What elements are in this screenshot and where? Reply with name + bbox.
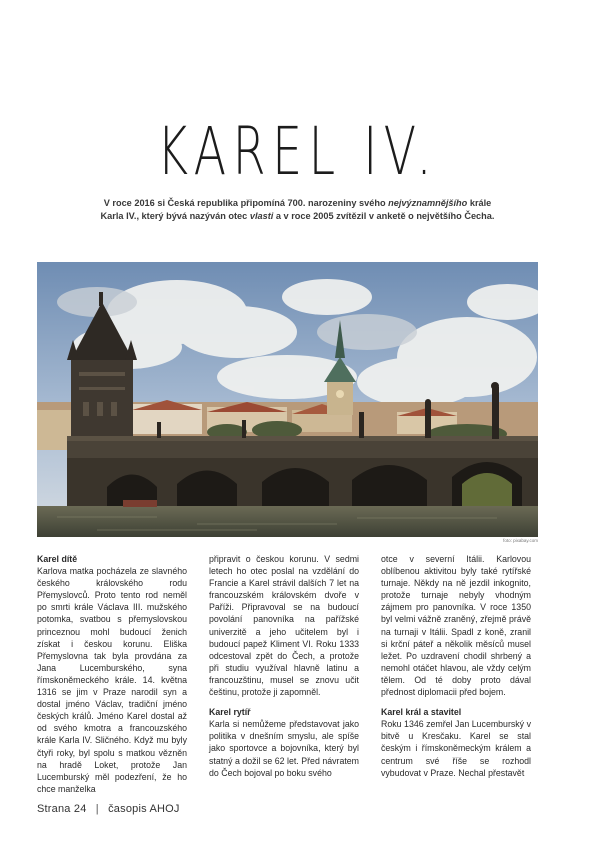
footer-separator: | (95, 803, 99, 815)
page-footer (37, 803, 180, 815)
column-text: Roku 1346 zemřel Jan Lucemburský v bitvě u Kresčaku. Karel se stal českým i římskoněmeckým králem a centrum své říše se rozhodl vybudovat v Praze. Nechal přestavět (381, 719, 531, 778)
column-text: Karla si nemůžeme představovat jako politika v dnešním smyslu, ale spíše jako sportovce a bojovníka, který byl statný a dožil se 62 let. Před návratem do Čech bojoval po boku svého (209, 719, 359, 778)
article-title: KAREL IV. (156, 113, 439, 190)
page-label: Strana (37, 803, 71, 815)
column-text: otce v severní Itálii. Karlovou oblíbenou aktivitou byly také rytířské turnaje. Někdy na ně jezdil inkognito, protože turnaje nebyly vhodným zájmem pro panovníka. V roce 1350 byl velmi vážně zraněný, zřejmě právě na turnaji v Itálii. Spadl z koně, zranil si krční páteř a několik měsíců musel ležet. Po uzdravení chodil shrbený a nemohl otáčet hlavou, ale vždy celým tělem. Od té doby proto dával přednost diplomacii před bojem. (381, 554, 531, 698)
lead-paragraph: V roce 2016 si Česká republika připomíná 700. narozeniny svého nejvýznamnějšího krále Karla IV., který bývá nazýván otec vlasti a v roce 2005 zvítězil v anketě o největšího Čecha. (100, 198, 495, 221)
column-text: připravit o českou korunu. V sedmi letech ho otec poslal na vzdělání do Francie a Karel strávil dalších 7 let na francouzském královském dvoře v Paříži. Připravoval se na budoucí povolání panovníka na pařížské univerzitě a jeho učitelem byl i budoucí papež Kliment VI. Roku 1333 odcestoval zpět do Čech, a protože při studiu využíval hlavně latinu a francouzštinu, musel se znovu učit češtinu, protože ji zapomněl. (209, 554, 359, 698)
section-heading: Karel dítě (37, 554, 78, 564)
article-column-3 (381, 553, 531, 779)
photo-credit: foto: pixabay.com (503, 538, 538, 543)
column-text: Karlova matka pocházela ze slavného českého královského rodu Přemyslovců. Proto tento rod neměl po smrti krále Václava III. mužského potomka, svatbou s přemyslovskou princeznou mohl budoucí ženich získat i českou korunu. Eliška Přemyslovna tak byla provdána za Jana Lucemburského, syna římskoněmeckého krále. 14. května 1316 se jim v Praze narodil syn a dostal jméno Václav, tradiční jméno českých králů. Jméno Karel dostal až od svého kmotra a francouzského krále Karla IV. Sličného. Když mu byly čtyři roky, byl spolu s matkou vězněn na hradě Loket, protože Jan Lucemburský měl podezření, že ho chce manželka (37, 566, 187, 794)
charles-bridge-photo (37, 262, 538, 537)
section-heading: Karel rytíř (209, 707, 251, 718)
section-heading: Karel král a stavitel (381, 707, 462, 718)
page-number: 24 (73, 803, 87, 815)
magazine-name: časopis AHOJ (108, 803, 180, 815)
article-column-2 (209, 553, 359, 779)
article-column-1 (37, 553, 187, 795)
